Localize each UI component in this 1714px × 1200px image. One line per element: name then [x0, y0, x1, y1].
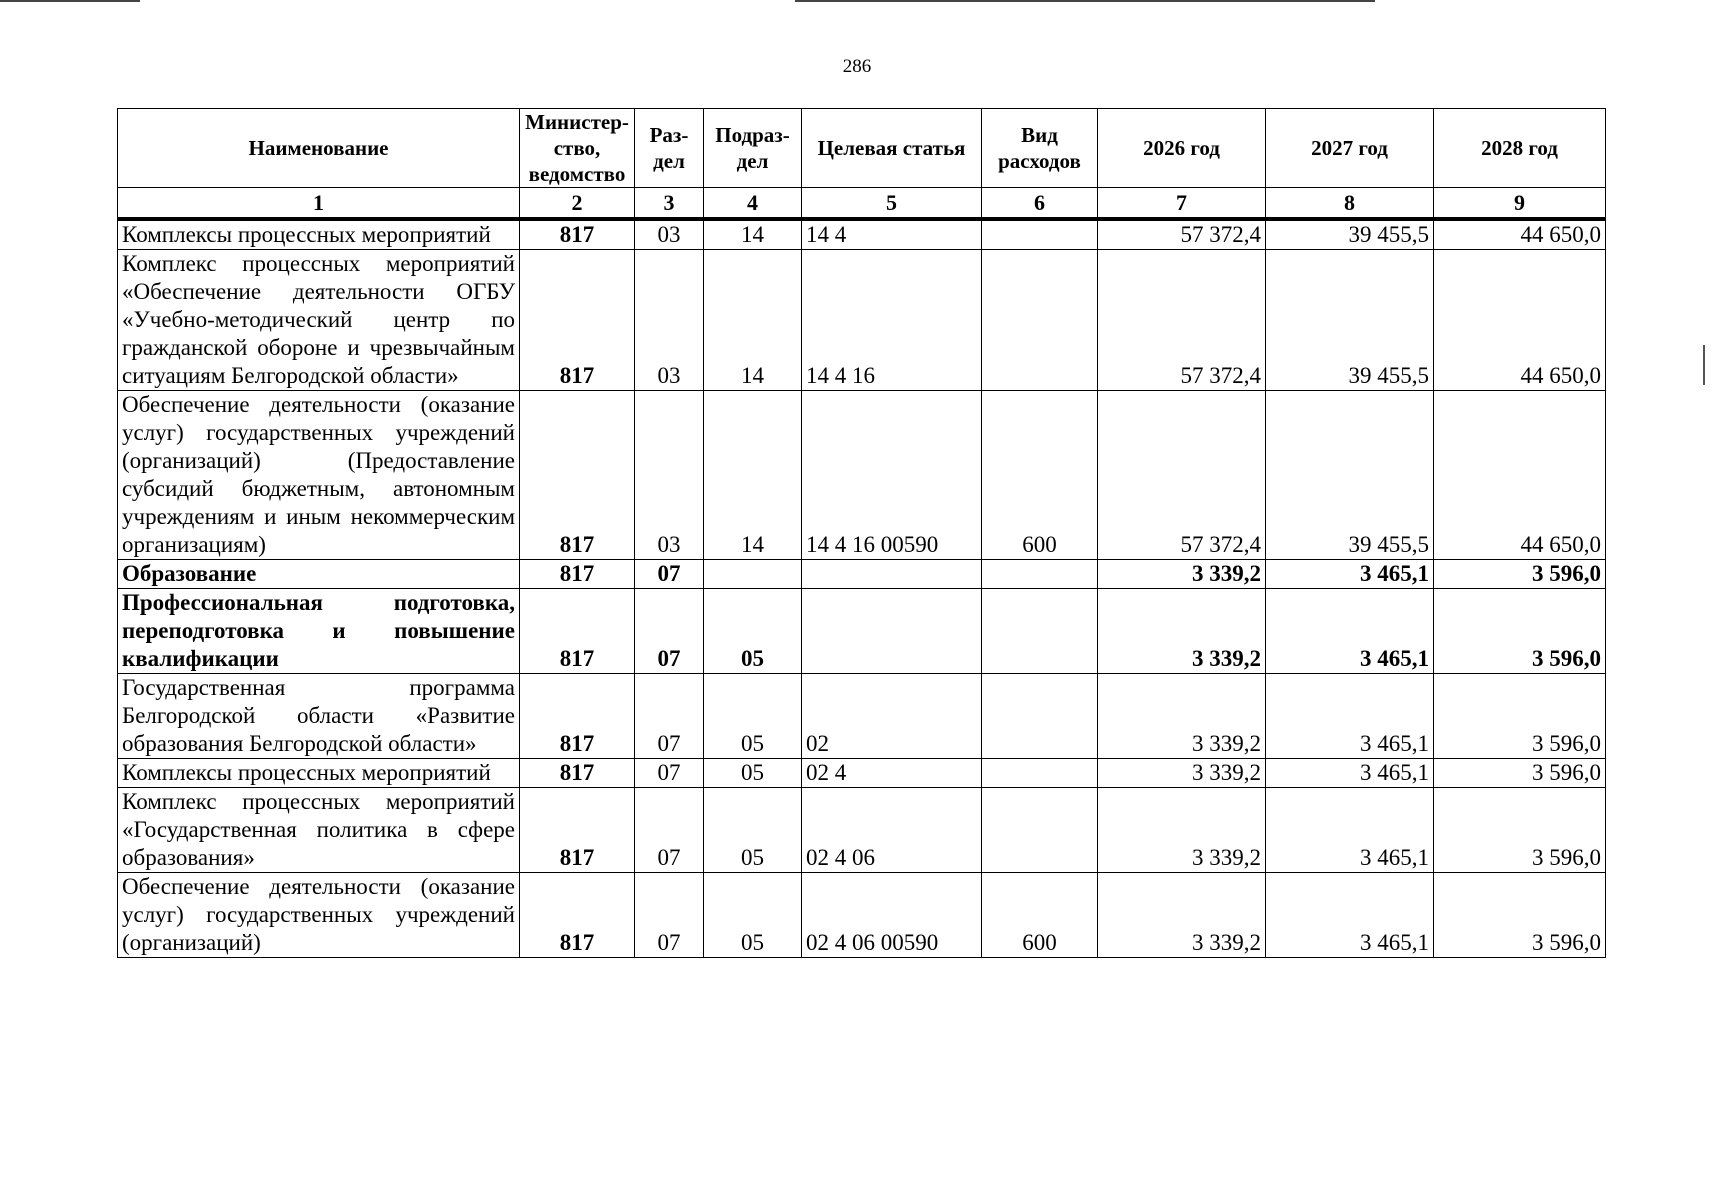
budget-table: [117, 108, 1606, 958]
row-target: 02 4: [802, 759, 982, 788]
table-row: [118, 250, 1606, 391]
row-expense-type: [982, 674, 1098, 759]
row-2028: 3 596,0: [1434, 873, 1606, 958]
row-name: Государственная программа Белгородской области «Развитие образования Белгородской области»: [118, 674, 520, 759]
row-2028: 44 650,0: [1434, 219, 1606, 250]
header-target: Целевая статья: [802, 109, 982, 188]
row-expense-type: [982, 759, 1098, 788]
row-expense-type: [982, 219, 1098, 250]
row-2027: 3 465,1: [1266, 788, 1434, 873]
row-2026: 3 339,2: [1098, 788, 1266, 873]
row-target: 02: [802, 674, 982, 759]
row-expense-type: [982, 250, 1098, 391]
column-number-row: [118, 188, 1606, 220]
row-section: 07: [635, 788, 704, 873]
row-target: [802, 560, 982, 589]
row-ministry: 817: [520, 219, 635, 250]
row-subsection: 05: [704, 873, 802, 958]
row-ministry: 817: [520, 788, 635, 873]
row-ministry: 817: [520, 250, 635, 391]
row-ministry: 817: [520, 759, 635, 788]
column-number: 7: [1098, 188, 1266, 220]
column-number: 3: [635, 188, 704, 220]
row-section: 03: [635, 219, 704, 250]
header-name: Наименование: [118, 109, 520, 188]
header-2026: 2026 год: [1098, 109, 1266, 188]
row-subsection: 14: [704, 250, 802, 391]
header-2028: 2028 год: [1434, 109, 1606, 188]
row-section: 07: [635, 674, 704, 759]
row-name: Обеспечение деятельности (оказание услуг) государственных учреждений (организаций): [118, 873, 520, 958]
header-subsection: Подраз-дел: [704, 109, 802, 188]
row-2026: 3 339,2: [1098, 589, 1266, 674]
column-number: 9: [1434, 188, 1606, 220]
row-ministry: 817: [520, 589, 635, 674]
column-number: 6: [982, 188, 1098, 220]
row-ministry: 817: [520, 391, 635, 560]
row-name: Комплексы процессных мероприятий: [118, 219, 520, 250]
row-expense-type: 600: [982, 391, 1098, 560]
row-2027: 39 455,5: [1266, 219, 1434, 250]
row-2028: 3 596,0: [1434, 674, 1606, 759]
row-subsection: 14: [704, 219, 802, 250]
row-2027: 3 465,1: [1266, 589, 1434, 674]
row-subsection: 05: [704, 788, 802, 873]
row-2027: 3 465,1: [1266, 873, 1434, 958]
row-expense-type: [982, 589, 1098, 674]
table-row: [118, 674, 1606, 759]
row-section: 07: [635, 759, 704, 788]
header-ministry: Министер-ство, ведомство: [520, 109, 635, 188]
row-subsection: 14: [704, 391, 802, 560]
row-target: [802, 589, 982, 674]
table-row: [118, 391, 1606, 560]
page-number: 286: [842, 56, 872, 77]
row-expense-type: [982, 788, 1098, 873]
row-2026: 57 372,4: [1098, 250, 1266, 391]
row-2028: 44 650,0: [1434, 250, 1606, 391]
header-row: [118, 109, 1606, 188]
row-2028: 3 596,0: [1434, 759, 1606, 788]
row-section: 03: [635, 250, 704, 391]
row-2026: 3 339,2: [1098, 560, 1266, 589]
table-row: [118, 589, 1606, 674]
row-target: 02 4 06 00590: [802, 873, 982, 958]
row-name: Профессиональная подготовка, переподготовка и повышение квалификации: [118, 589, 520, 674]
row-2026: 3 339,2: [1098, 674, 1266, 759]
row-2028: 44 650,0: [1434, 391, 1606, 560]
row-name: Комплексы процессных мероприятий: [118, 759, 520, 788]
row-name: Образование: [118, 560, 520, 589]
row-section: 07: [635, 873, 704, 958]
row-section: 07: [635, 589, 704, 674]
row-section: 03: [635, 391, 704, 560]
table-row: [118, 788, 1606, 873]
row-2028: 3 596,0: [1434, 560, 1606, 589]
header-2027: 2027 год: [1266, 109, 1434, 188]
column-number: 4: [704, 188, 802, 220]
row-subsection: 05: [704, 589, 802, 674]
column-number: 2: [520, 188, 635, 220]
row-2026: 3 339,2: [1098, 873, 1266, 958]
row-2027: 3 465,1: [1266, 674, 1434, 759]
scan-side-mark: [1703, 345, 1705, 385]
row-2027: 3 465,1: [1266, 560, 1434, 589]
row-target: 02 4 06: [802, 788, 982, 873]
row-target: 14 4 16 00590: [802, 391, 982, 560]
row-2026: 57 372,4: [1098, 219, 1266, 250]
scan-top-line-right: [795, 0, 1375, 2]
row-2028: 3 596,0: [1434, 788, 1606, 873]
row-subsection: [704, 560, 802, 589]
column-number: 5: [802, 188, 982, 220]
header-expense-type: Вид расходов: [982, 109, 1098, 188]
row-2027: 39 455,5: [1266, 391, 1434, 560]
table-row: [118, 759, 1606, 788]
row-name: Обеспечение деятельности (оказание услуг) государственных учреждений (организаций) (Предоставление субсидий бюджетным, автономным учреждениям и иным некоммерческим организациям): [118, 391, 520, 560]
row-ministry: 817: [520, 674, 635, 759]
header-section: Раз-дел: [635, 109, 704, 188]
table-row: [118, 873, 1606, 958]
row-ministry: 817: [520, 873, 635, 958]
row-2027: 39 455,5: [1266, 250, 1434, 391]
scan-top-line-left: [0, 0, 140, 2]
row-2027: 3 465,1: [1266, 759, 1434, 788]
row-2028: 3 596,0: [1434, 589, 1606, 674]
row-expense-type: 600: [982, 873, 1098, 958]
row-target: 14 4: [802, 219, 982, 250]
row-target: 14 4 16: [802, 250, 982, 391]
column-number: 8: [1266, 188, 1434, 220]
column-number: 1: [118, 188, 520, 220]
table-row: [118, 560, 1606, 589]
row-name: Комплекс процессных мероприятий «Государственная политика в сфере образования»: [118, 788, 520, 873]
row-2026: 3 339,2: [1098, 759, 1266, 788]
table-row: [118, 219, 1606, 250]
row-subsection: 05: [704, 674, 802, 759]
row-ministry: 817: [520, 560, 635, 589]
row-2026: 57 372,4: [1098, 391, 1266, 560]
row-subsection: 05: [704, 759, 802, 788]
row-expense-type: [982, 560, 1098, 589]
row-name: Комплекс процессных мероприятий «Обеспечение деятельности ОГБУ «Учебно-методический центр по гражданской обороне и чрезвычайным ситуациям Белгородской области»: [118, 250, 520, 391]
row-section: 07: [635, 560, 704, 589]
